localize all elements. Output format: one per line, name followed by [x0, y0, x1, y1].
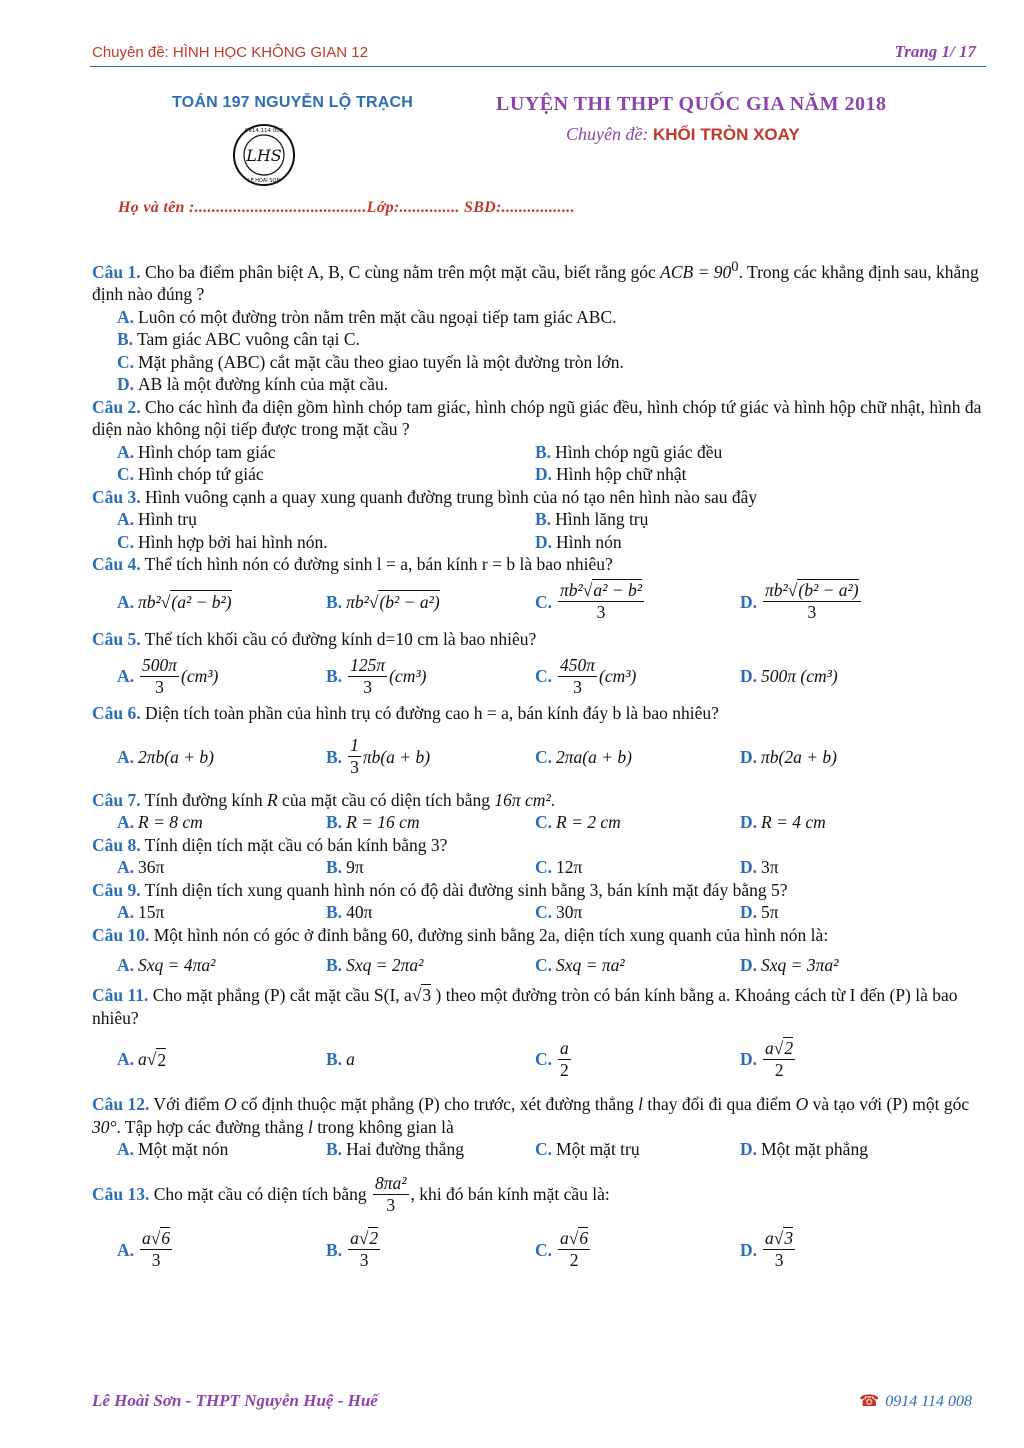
question-number: Câu 1. [92, 261, 141, 282]
header-topic: Chuyên đề: HÌNH HỌC KHÔNG GIAN 12 [92, 44, 368, 61]
phone-icon: ☎ [859, 1393, 880, 1410]
option-d[interactable]: D. $\frac{\text{πb²√(b² − a²)}}{3}$ [740, 580, 859, 623]
options-11 [92, 1033, 992, 1085]
subtitle-topic: KHỐI TRÒN XOAY [652, 125, 800, 144]
question-7: Câu 7. Tính đường kính R của mặt cầu có diện tích bằng 16π cm². [92, 789, 556, 810]
question-13: Câu 13. Cho mặt cầu có diện tích bằng $\frac{\text{8πa²}}{3}$ , khi đó bán kính mặt cầu là: [92, 1172, 610, 1215]
option-a[interactable]: A. Hình trụ [117, 509, 197, 530]
student-info-line: Họ và tên :........................................Lớp:.............. SBD:................. [118, 199, 575, 216]
option-b[interactable]: B. Hai đường thẳng [326, 1139, 464, 1160]
question-8: Câu 8. Tính diện tích mặt cầu có bán kính bằng 3? [92, 834, 448, 855]
question-12: Câu 12. Với điểm O cố định thuộc mặt phẳng (P) cho trước, xét đường thẳng l thay đổi đi qua điểm O và tạo với (P) một góc 30°. Tập hợp các đường thẳng l trong không gian là [92, 1094, 970, 1137]
option-c[interactable]: C. $\frac{\text{πb²√a² − b²}}{3}$ [535, 580, 642, 623]
option-d[interactable]: D. Một mặt phẳng [740, 1139, 868, 1160]
logo-ring-top: 0914.114.008 [244, 128, 284, 134]
option-d[interactable]: D. 3π [740, 857, 779, 878]
option-a[interactable]: A. 15π [117, 902, 165, 923]
option-c[interactable]: C. $\frac{a}{2}$ [535, 1037, 569, 1080]
logo-seal-icon [232, 123, 296, 187]
question-text: Cho ba điểm phân biệt A, B, C cùng nằm trên một mặt cầu, biết rằng góc [140, 261, 661, 282]
option-a[interactable]: A. $\frac{500\pi}{3}$ (cm³) [117, 654, 219, 697]
question-5: Câu 5. Thể tích khối cầu có đường kính d=10 cm là bao nhiêu? [92, 628, 537, 649]
option-d[interactable]: D. R = 4 cm [740, 812, 826, 833]
option-b[interactable]: B. πb² √ (b² − a²) [326, 591, 440, 613]
option-b[interactable]: B. $\frac{a√2}{3}$ [326, 1228, 379, 1271]
math-exp: 0 [731, 259, 739, 275]
option-a[interactable]: A. a √ 2 [117, 1049, 167, 1070]
option-a[interactable]: A. $\frac{a√6}{3}$ [117, 1228, 171, 1271]
question-2: Câu 2. Cho các hình đa diện gồm hình chóp tam giác, hình chóp ngũ giác đều, hình chóp tứ giác và hình hộp chữ nhật, hình đa diện nào không nội tiếp được trong mặt cầu ? [92, 396, 982, 440]
question-1 [92, 256, 992, 306]
options-1 [92, 306, 992, 396]
option-b[interactable]: B. Hình chóp ngũ giác đều [535, 441, 723, 462]
logo-ring-bottom: LE HOAI SON [247, 178, 281, 184]
logo-mark: LHS [246, 146, 282, 165]
option-c[interactable]: C. $\frac{a√6}{2}$ [535, 1228, 589, 1271]
option-c[interactable]: C. 30π [535, 902, 583, 923]
option-b[interactable]: B. 9π [326, 857, 364, 878]
option-c[interactable]: C. 2πa(a + b) [535, 746, 632, 767]
question-9: Câu 9. Tính diện tích xung quanh hình nón có độ dài đường sinh bằng 3, bán kính mặt đáy bằng 5? [92, 879, 788, 900]
question-text: . Trong các khẳng định sau, khẳng định nào đúng ? [92, 261, 979, 305]
option-a[interactable]: A. 2πb(a + b) [117, 746, 214, 767]
option-d[interactable]: D. Hình nón [535, 531, 622, 552]
option-d[interactable]: D. Hình hộp chữ nhật [535, 464, 687, 485]
math-expr: ACB = 90 [660, 261, 732, 282]
option-b[interactable]: B. $\frac{1}{3}$ πb(a + b) [326, 735, 431, 778]
options-5 [92, 650, 992, 702]
subtitle-label: Chuyên đề: [566, 124, 649, 144]
option-d[interactable]: D. πb(2a + b) [740, 746, 837, 767]
options-10 [92, 946, 992, 984]
question-10: Câu 10. Một hình nón có góc ở đỉnh bằng 60, đường sinh bằng 2a, diện tích xung quanh của hình nón là: [92, 924, 829, 945]
option-b[interactable]: B. Sxq = 2πa² [326, 955, 424, 976]
option-a[interactable]: A. 36π [117, 857, 165, 878]
question-11: Câu 11. Cho mặt phẳng (P) cắt mặt cầu S(I, a√3 ) theo một đường tròn có bán kính bằng a. Khoảng cách từ I đến (P) là bao nhiêu? [92, 985, 958, 1028]
footer-author: Lê Hoài Sơn - THPT Nguyễn Huệ - Huế [92, 1391, 378, 1410]
option-c[interactable]: C. Sxq = πa² [535, 955, 625, 976]
options-7 [92, 811, 992, 834]
footer-phone: 0914 114 008 [885, 1393, 972, 1410]
option-b[interactable]: B. Hình lăng trụ [535, 509, 649, 530]
options-12 [92, 1138, 992, 1161]
option-c[interactable]: C. $\frac{450\pi}{3}$ (cm³) [535, 654, 637, 697]
options-3 [92, 508, 992, 553]
options-4 [92, 576, 992, 628]
option-c[interactable]: C. 12π [535, 857, 583, 878]
question-3: Câu 3. Hình vuông cạnh a quay xung quanh đường trung bình của nó tạo nên hình nào sau đây [92, 486, 758, 507]
options-2 [92, 441, 992, 486]
exam-subtitle [566, 124, 800, 145]
exam-title: LUYỆN THI THPT QUỐC GIA NĂM 2018 [496, 93, 887, 115]
option-a[interactable]: A. Một mặt nón [117, 1139, 229, 1160]
option-a[interactable]: A. R = 8 cm [117, 812, 203, 833]
option-a[interactable]: A. Sxq = 4πa² [117, 955, 216, 976]
options-8 [92, 856, 992, 879]
question-list [92, 256, 992, 1276]
brand-name: TOÁN 197 NGUYỄN LỘ TRẠCH [172, 94, 413, 111]
option-b[interactable]: B. $\frac{125\pi}{3}$ (cm³) [326, 654, 427, 697]
option-a[interactable]: A. Luôn có một đường tròn nằm trên mặt cầu ngoại tiếp tam giác ABC. [117, 306, 617, 327]
option-c[interactable]: C. Hình chóp tứ giác [117, 464, 264, 485]
option-b[interactable]: B. Tam giác ABC vuông cân tại C. [117, 329, 360, 350]
option-d[interactable]: D. Sxq = 3πa² [740, 955, 839, 976]
option-c[interactable]: C. Một mặt trụ [535, 1139, 640, 1160]
options-6 [92, 731, 992, 783]
question-4: Câu 4. Thể tích hình nón có đường sinh l = a, bán kính r = b là bao nhiêu? [92, 554, 613, 575]
options-9 [92, 901, 992, 924]
header-page: Trang 1/ 17 [894, 42, 976, 61]
header-divider [90, 66, 986, 67]
option-d[interactable]: D. 500π (cm³) [740, 666, 838, 687]
option-c[interactable]: C. Mặt phẳng (ABC) cắt mặt cầu theo giao tuyến là một đường tròn lớn. [117, 351, 624, 372]
option-d[interactable]: D. AB là một đường kính của mặt cầu. [117, 374, 389, 395]
option-b[interactable]: B. R = 16 cm [326, 812, 420, 833]
option-b[interactable]: B. 40π [326, 902, 373, 923]
option-c[interactable]: C. R = 2 cm [535, 812, 621, 833]
option-d[interactable]: D. 5π [740, 902, 779, 923]
footer-contact [859, 1391, 972, 1411]
option-a[interactable]: A. πb² √ (a² − b²) [117, 591, 232, 613]
option-d[interactable]: D. $\frac{a√3}{3}$ [740, 1228, 794, 1271]
option-a[interactable]: A. Hình chóp tam giác [117, 441, 276, 462]
options-13 [92, 1224, 992, 1276]
option-c[interactable]: C. Hình hợp bởi hai hình nón. [117, 531, 328, 552]
option-d[interactable]: D. $\frac{a√2}{2}$ [740, 1037, 794, 1080]
question-6: Câu 6. Diện tích toàn phần của hình trụ có đường cao h = a, bán kính đáy b là bao nhiêu? [92, 703, 719, 724]
option-b[interactable]: B. a [326, 1049, 355, 1070]
